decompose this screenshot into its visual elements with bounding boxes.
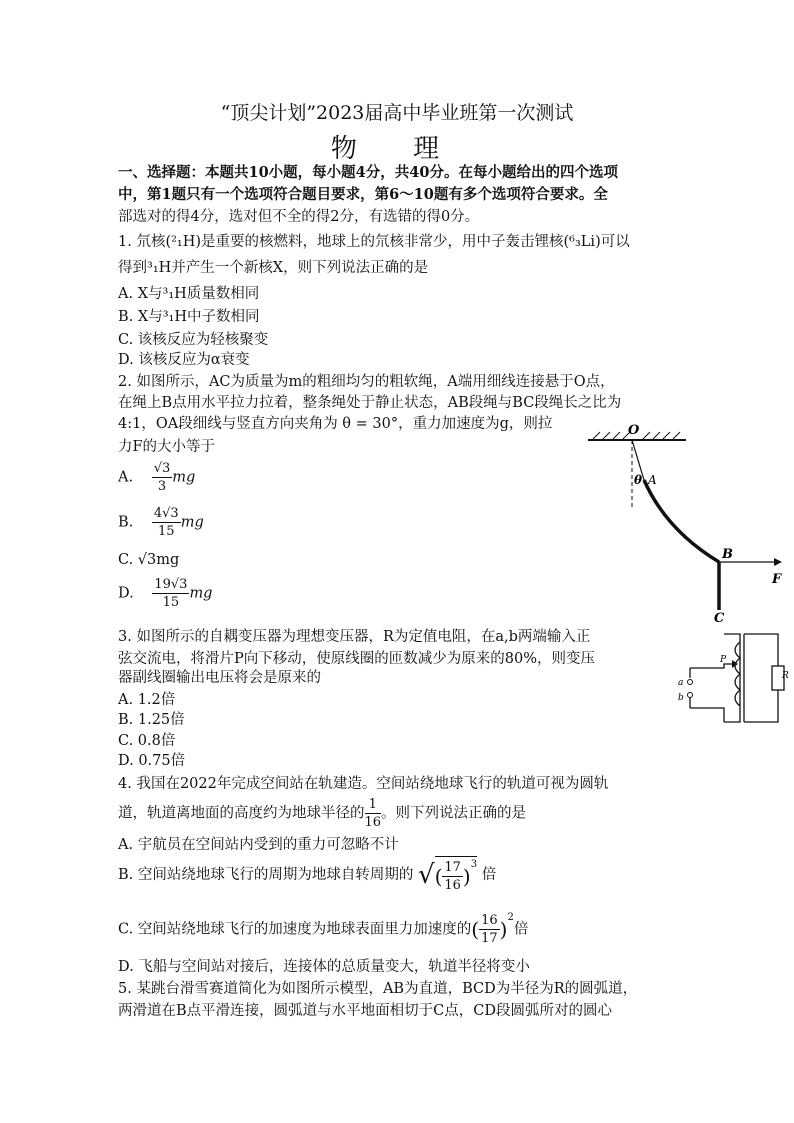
q1-option-b: B. X与³₁H中子数相同 (118, 309, 260, 325)
q4-option-c-numerator: 16 (481, 913, 498, 928)
label-a-terminal: a (678, 678, 684, 688)
q2-option-c: C. √3mg (118, 552, 180, 568)
exam-title: “顶尖计划”2023届高中毕业班第一次测试 (220, 102, 574, 124)
q3-option-c: C. 0.8倍 (118, 733, 176, 749)
q4-option-c-exponent: 2 (507, 912, 514, 923)
q3-option-a: A. 1.2倍 (118, 692, 176, 708)
q2-option-b-numerator: 4√3 (153, 506, 179, 521)
q4-option-c-tail: 倍 (513, 921, 529, 938)
q4-option-b (118, 856, 496, 894)
q2-option-a-fraction (152, 460, 173, 495)
q2-stem-line2: 在绳上B点用水平拉力拉着，整条绳处于静止状态，AB段绳与BC段绳长之比为 (118, 395, 622, 411)
subject-title: 物 理 (330, 134, 464, 164)
q1-stem-line1: 1. 氘核(²₁H)是重要的核燃料，地球上的氘核非常少，用中子轰击锂核(⁶₃Li)可以 (118, 234, 630, 250)
section-instructions-line2: 中，第1题只有一个选项符合题目要求，第6～10题有多个选项符合要求。全 (118, 186, 608, 203)
q4-option-b-radical-sign: √ (417, 860, 435, 890)
q2-option-d-fraction (152, 576, 189, 611)
label-o: O (628, 423, 640, 438)
q2-option-a-denominator: 3 (157, 479, 167, 494)
q3-stem-line3: 器副线圈输出电压将会是原来的 (118, 670, 321, 686)
q4-option-c-text: C. 空间站绕地球飞行的加速度为地球表面里力加速度的 (118, 921, 472, 938)
label-a: A (648, 473, 657, 487)
q3-stem-line1: 3. 如图所示的自耦变压器为理想变压器，R为定值电阻，在a,b两端输入正 (118, 629, 591, 645)
q2-option-d-numerator: 19√3 (154, 577, 188, 592)
label-p: P (720, 655, 727, 665)
q4-option-b-text: B. 空间站绕地球飞行的周期为地球自转周期的 (118, 867, 414, 883)
q3-stem-line2: 弦交流电，将滑片P向下移动，使原线圈的匝数减少为原来的80%，则变压 (118, 651, 595, 667)
q1-stem-line2: 得到³₁H并产生一个新核X，则下列说法正确的是 (118, 260, 429, 276)
q4-height-fraction (365, 796, 382, 831)
q2-option-b-unit: mg (180, 514, 204, 531)
q4-option-c-denominator: 17 (481, 931, 498, 946)
label-theta: θ (634, 473, 643, 487)
q2-option-d-unit: mg (189, 585, 213, 602)
label-r: R (782, 671, 789, 681)
q4-stem-line2 (118, 796, 526, 831)
q2-stem-line3: 4:1，OA段细线与竖直方向夹角为 θ = 30°，重力加速度为g，则拉 (118, 416, 553, 432)
section-instructions-line3: 部选对的得4分，选对但不全的得2分，有选错的得0分。 (118, 209, 480, 225)
q5-stem-line2: 两滑道在B点平滑连接，圆弧道与水平地面相切于C点，CD段圆弧所对的圆心 (118, 1003, 612, 1019)
q4-stem-line1: 4. 我国在2022年完成空间站在轨建造。空间站绕地球飞行的轨道可视为圆轨 (118, 776, 609, 792)
q1-option-d: D. 该核反应为α衰变 (118, 352, 250, 368)
q2-option-b (118, 505, 204, 540)
q4-option-b-numerator: 17 (444, 860, 461, 875)
q5-stem-line1: 5. 某跳台滑雪赛道简化为如图所示模型，AB为直道，BCD为半径为R的圆弧道， (118, 981, 638, 997)
q3-option-b: B. 1.25倍 (118, 712, 185, 728)
q3-option-d: D. 0.75倍 (118, 753, 186, 769)
q2-option-a-label: A. (118, 469, 134, 486)
q4-height-numerator: 1 (365, 796, 382, 814)
q2-option-b-label: B. (118, 514, 134, 531)
label-c: C (714, 611, 725, 625)
core-left (724, 634, 740, 722)
force-arrowhead (774, 558, 782, 566)
q4-stem-line2-tail: 。则下列说法正确的是 (381, 805, 527, 822)
q3-transformer-figure (666, 628, 790, 728)
lower-wire (690, 708, 724, 722)
terminal-b (688, 693, 693, 698)
label-f: F (772, 572, 782, 587)
transformer-circuit (690, 634, 778, 722)
q4-option-b-tail: 倍 (481, 867, 497, 883)
q2-option-b-fraction (152, 505, 181, 540)
label-b: B (722, 547, 733, 562)
rope-ab (644, 480, 719, 562)
q4-height-denominator: 16 (364, 815, 382, 830)
q4-option-b-radicand: ( $\frac{17}{16}$ )$^3$ (435, 856, 478, 894)
q4-option-b-fraction (442, 859, 463, 894)
section-instructions-line1: 一、选择题：本题共10小题，每小题4分，共40分。在每小题给出的四个选项 (118, 164, 618, 181)
q2-rope-figure (586, 420, 786, 625)
q4-option-d: D. 飞船与空间站对接后，连接体的总质量变大，轨道半径将变小 (118, 959, 530, 975)
q4-option-c-fraction (479, 912, 500, 947)
slider-wire (690, 664, 734, 668)
q2-stem-line1: 2. 如图所示，AC为质量为m的粗细均匀的粗软绳，A端用细线连接悬于O点， (118, 374, 615, 390)
coil (735, 642, 740, 706)
q2-option-a-unit: mg (172, 469, 196, 486)
q2-option-d-denominator: 15 (162, 595, 180, 610)
q2-option-b-denominator: 15 (158, 524, 175, 539)
label-b-terminal: b (678, 693, 684, 703)
q1-option-c: C. 该核反应为轻核聚变 (118, 332, 269, 348)
q2-option-a (118, 460, 195, 495)
q4-option-a: A. 宇航员在空间站内受到的重力可忽略不计 (118, 837, 399, 853)
q2-option-d (118, 576, 212, 611)
q4-option-c: C. 空间站绕地球飞行的加速度为地球表面里力加速度的( $\frac{16}{17}$ )$^2$倍 (118, 912, 529, 946)
q4-option-b-denominator: 16 (444, 878, 461, 893)
q2-option-a-numerator: √3 (153, 461, 171, 476)
terminal-a (688, 680, 693, 685)
q1-option-a: A. X与³₁H质量数相同 (118, 286, 260, 302)
q2-option-d-label: D. (118, 585, 134, 602)
q4-stem-line2-text: 道，轨道离地面的高度约为地球半径的 (118, 805, 365, 822)
q2-stem-line4: 力F的大小等于 (118, 439, 216, 455)
q4-option-b-exponent: 3 (470, 859, 478, 870)
